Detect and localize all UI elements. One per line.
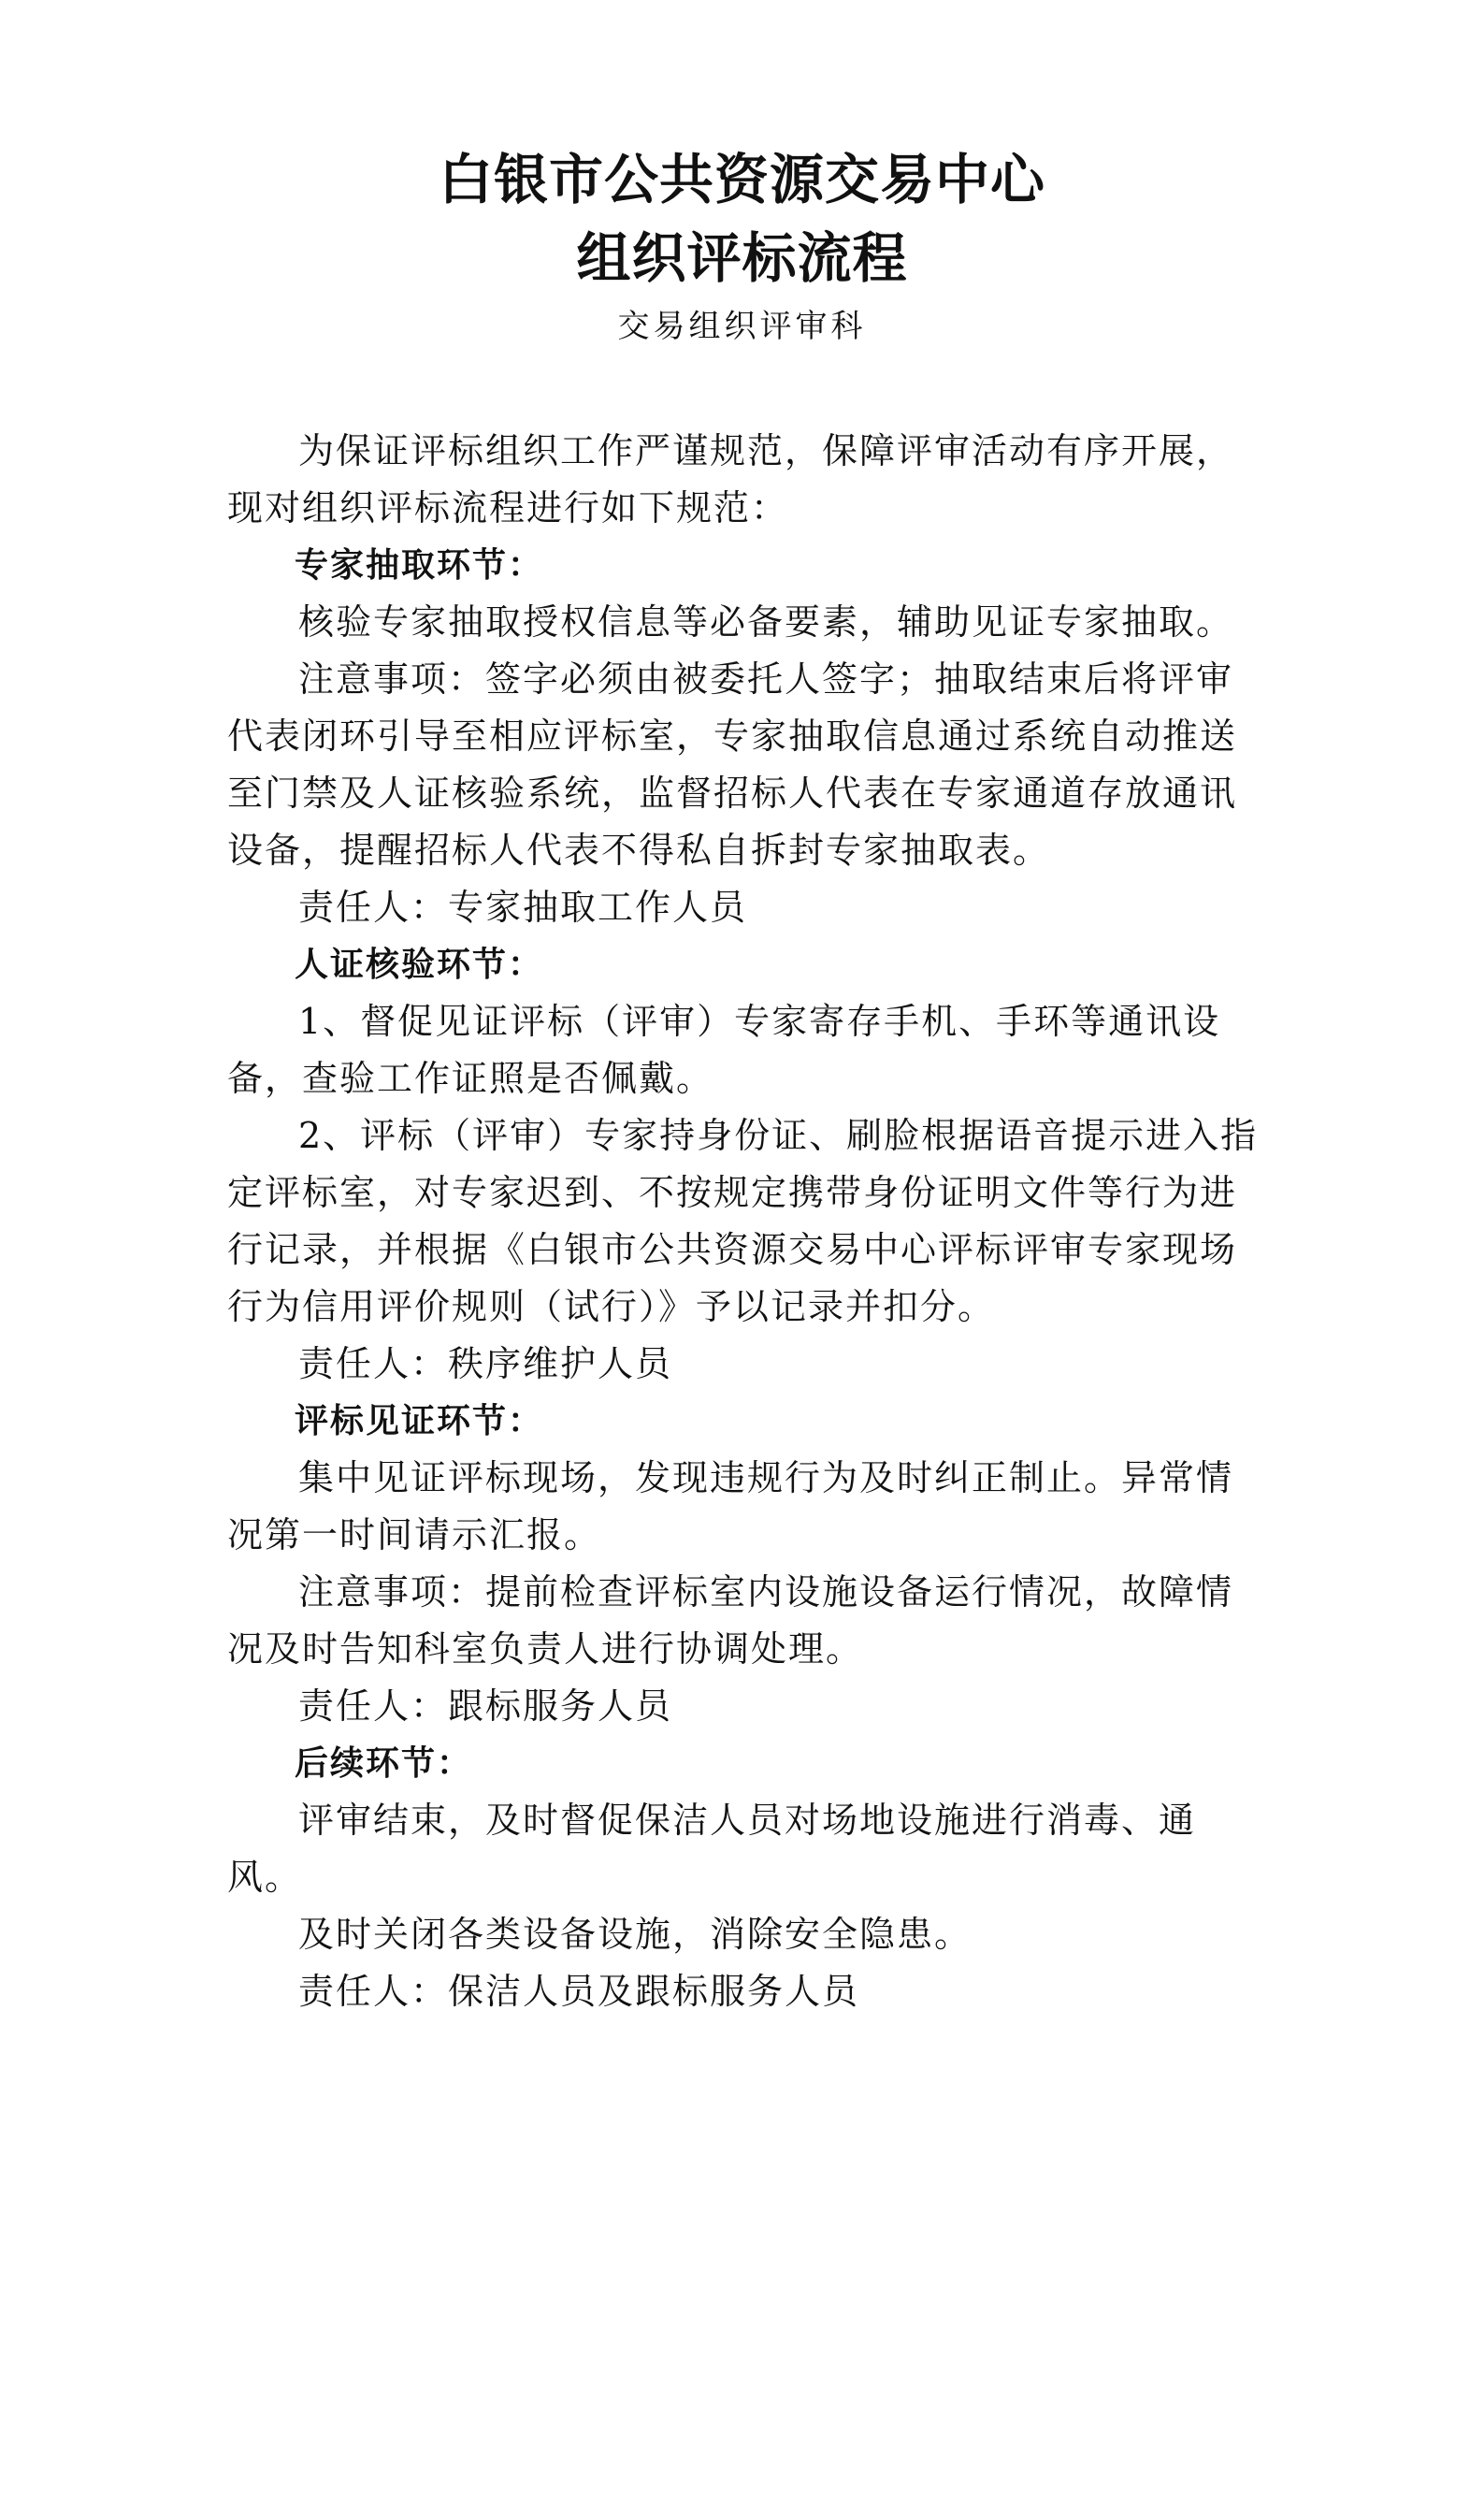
department-name: 交易组织评审科 (617, 308, 867, 345)
section-follow-up (227, 1735, 1261, 2020)
document-title-line1: 白银市公共资源交易中心 (438, 148, 1045, 211)
section-heading: 专家抽取环节： (295, 546, 544, 585)
section-paragraph: 注意事项：签字必须由被委托人签字；抽取结束后将评审代表闭环引导至相应评标室，专家抽取信息通过系统自动推送至门禁及人证核验系统，监督招标人代表在专家通道存放通讯设备，提醒招标人代表不得私自拆封专家抽取表。 (227, 658, 1238, 871)
section-paragraph: 评审结束，及时督促保洁人员对场地设施进行消毒、通风。 (227, 1800, 1197, 1898)
responsible-person: 责任人：保洁人员及跟标服务人员 (298, 1971, 860, 2012)
section-evaluation-witness (227, 1393, 1261, 1735)
section-heading: 人证核验环节： (295, 946, 544, 984)
section-paragraph: 及时关闭各类设备设施，消除安全隐患。 (298, 1914, 973, 1955)
document-body (227, 423, 1261, 2020)
responsible-person: 责任人：跟标服务人员 (298, 1685, 673, 1727)
intro-paragraph: 为保证评标组织工作严谨规范，保障评审活动有序开展，现对组织评标流程进行如下规范： (227, 430, 1234, 528)
section-identity-verification (227, 936, 1261, 1393)
title-block (0, 140, 1484, 350)
section-expert-selection (227, 537, 1261, 936)
section-paragraph: 核验专家抽取授权信息等必备要素，辅助见证专家抽取。 (298, 601, 1234, 643)
section-paragraph: 1、督促见证评标（评审）专家寄存手机、手环等通讯设备，查验工作证照是否佩戴。 (227, 1001, 1221, 1099)
section-paragraph: 2、评标（评审）专家持身份证、刷脸根据语音提示进入指定评标室，对专家迟到、不按规定携带身份证明文件等行为进行记录，并根据《白银市公共资源交易中心评标评审专家现场行为信用评价规则（试行）》予以记录并扣分。 (227, 1115, 1259, 1327)
section-paragraph: 集中见证评标现场，发现违规行为及时纠正制止。异常情况第一时间请示汇报。 (227, 1457, 1234, 1555)
responsible-person: 责任人：秩序维护人员 (298, 1343, 673, 1384)
section-paragraph: 注意事项：提前检查评标室内设施设备运行情况，故障情况及时告知科室负责人进行协调处理。 (227, 1571, 1234, 1670)
document-title-line2: 组织评标流程 (576, 226, 908, 290)
section-heading: 评标见证环节： (295, 1402, 544, 1440)
section-heading: 后续环节： (295, 1744, 473, 1783)
responsible-person: 责任人：专家抽取工作人员 (298, 887, 748, 928)
